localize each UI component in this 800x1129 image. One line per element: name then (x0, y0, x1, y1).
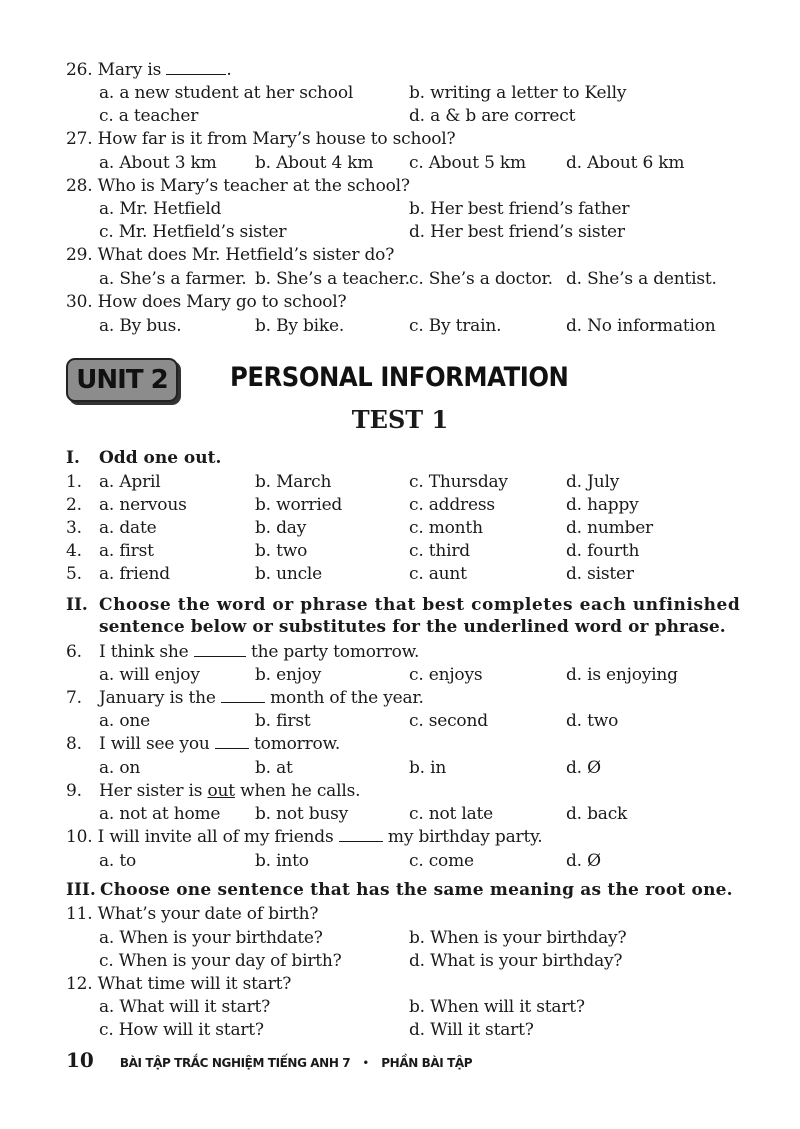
option: c. How will it start? (99, 1020, 264, 1040)
section-3-label: III. (66, 880, 96, 900)
book-title: BÀI TẬP TRẮC NGHIỆM TIẾNG ANH 7 (119, 1056, 351, 1070)
option: b. first (255, 711, 311, 731)
option: c. She’s a doctor. (409, 269, 553, 289)
option: c. enjoys (409, 665, 483, 685)
question-number: 8. (66, 734, 82, 754)
option: d. Ø (566, 758, 601, 778)
option: d. Will it start? (409, 1020, 534, 1040)
answer-blank (339, 827, 383, 842)
question-6 (66, 641, 419, 663)
test-title: TEST 1 (351, 405, 449, 434)
answer-blank (221, 688, 265, 703)
question-stem-end: the party tomorrow. (245, 642, 420, 662)
option: d. is enjoying (566, 665, 678, 685)
option: d. No information (566, 316, 716, 336)
option: b. at (255, 758, 293, 778)
option: a. Mr. Hetfield (99, 199, 222, 219)
question-number: 29. (66, 245, 93, 265)
question-stem: I will see you (99, 734, 215, 754)
row-number: 3. (66, 518, 82, 538)
row-number: 5. (66, 564, 82, 584)
option: d. What is your birthday? (409, 951, 623, 971)
unit-title: PERSONAL INFORMATION (230, 362, 569, 393)
option: a. date (99, 518, 157, 538)
option: a. friend (99, 564, 170, 584)
option: c. aunt (409, 564, 467, 584)
book-part: PHẦN BÀI TẬP (381, 1056, 473, 1070)
option: d. back (566, 804, 628, 824)
option: c. third (409, 541, 470, 561)
section-2-title-line2: sentence below or substitutes for the underlined word or phrase. (99, 617, 726, 637)
option: b. About 4 km (255, 153, 374, 173)
question-12 (66, 973, 291, 995)
option: b. enjoy (255, 665, 322, 685)
question-stem-end: month of the year. (264, 688, 424, 708)
question-stem: January is the (99, 688, 221, 708)
section-3-title: Choose one sentence that has the same meaning as the root one. (100, 880, 733, 900)
question-stem: Mary is (97, 60, 167, 80)
answer-blank (215, 734, 249, 749)
row-number: 4. (66, 541, 82, 561)
section-2-title-line1: Choose the word or phrase that best completes each unfinished (99, 595, 741, 615)
question-number: 30. (66, 292, 93, 312)
question-stem-end: my birthday party. (382, 827, 543, 847)
question-8 (66, 733, 340, 755)
question-9 (66, 780, 360, 802)
option: d. sister (566, 564, 634, 584)
question-stem: What’s your date of birth? (97, 904, 319, 924)
row-number: 1. (66, 472, 82, 492)
option: c. a teacher (99, 106, 199, 126)
question-26 (66, 59, 232, 81)
question-30 (66, 291, 346, 313)
option: b. writing a letter to Kelly (409, 83, 627, 103)
question-11 (66, 903, 318, 925)
option: d. July (566, 472, 620, 492)
question-stem: How far is it from Mary’s house to school? (97, 129, 456, 149)
option: a. on (99, 758, 141, 778)
option: c. By train. (409, 316, 502, 336)
option: a. What will it start? (99, 997, 271, 1017)
option: c. address (409, 495, 495, 515)
question-stem: Who is Mary’s teacher at the school? (97, 176, 410, 196)
question-number: 9. (66, 781, 82, 801)
option: c. Thursday (409, 472, 508, 492)
question-stem: What time will it start? (97, 974, 292, 994)
option: c. month (409, 518, 483, 538)
option: d. a & b are correct (409, 106, 576, 126)
option: d. Ø (566, 851, 601, 871)
page-number: 10 (66, 1048, 94, 1072)
option: b. two (255, 541, 308, 561)
option: d. two (566, 711, 619, 731)
section-1-title: Odd one out. (99, 448, 222, 468)
answer-blank (194, 642, 246, 657)
question-number: 12. (66, 974, 93, 994)
option: a. April (99, 472, 161, 492)
option: d. happy (566, 495, 639, 515)
option: c. About 5 km (409, 153, 526, 173)
option: d. Her best friend’s sister (409, 222, 625, 242)
option: b. March (255, 472, 332, 492)
question-number: 27. (66, 129, 93, 149)
option: a. When is your birthdate? (99, 928, 323, 948)
option: b. When is your birthday? (409, 928, 627, 948)
question-10 (66, 826, 542, 848)
question-stem: I will invite all of my friends (97, 827, 339, 847)
question-stem: I think she (99, 642, 194, 662)
section-2-label: II. (66, 595, 88, 615)
question-number: 10. (66, 827, 93, 847)
option: a. She’s a farmer. (99, 269, 247, 289)
option: b. worried (255, 495, 343, 515)
answer-blank (166, 60, 226, 75)
bullet-icon: • (362, 1056, 370, 1070)
option: a. About 3 km (99, 153, 217, 173)
question-number: 11. (66, 904, 93, 924)
option: b. She’s a teacher. (255, 269, 410, 289)
question-stem: What does Mr. Hetfield’s sister do? (97, 245, 395, 265)
question-28 (66, 175, 410, 197)
option: b. uncle (255, 564, 323, 584)
option: a. a new student at her school (99, 83, 354, 103)
question-number: 28. (66, 176, 93, 196)
option: b. into (255, 851, 309, 871)
question-number: 26. (66, 60, 93, 80)
option: a. one (99, 711, 150, 731)
option: d. number (566, 518, 653, 538)
question-number: 7. (66, 688, 82, 708)
option: d. fourth (566, 541, 640, 561)
option: b. day (255, 518, 307, 538)
underlined-word: out (207, 781, 235, 801)
question-stem: Her sister is (99, 781, 208, 801)
option: b. By bike. (255, 316, 345, 336)
question-stem-end: tomorrow. (248, 734, 341, 754)
option: a. By bus. (99, 316, 182, 336)
option: d. She’s a dentist. (566, 269, 717, 289)
option: a. will enjoy (99, 665, 200, 685)
option: c. Mr. Hetfield’s sister (99, 222, 287, 242)
option: a. nervous (99, 495, 187, 515)
option: b. Her best friend’s father (409, 199, 630, 219)
page-footer (66, 1048, 472, 1072)
unit-badge: UNIT 2 (66, 358, 178, 402)
option: b. not busy (255, 804, 349, 824)
option: c. second (409, 711, 488, 731)
question-stem-end: . (226, 60, 232, 80)
option: a. first (99, 541, 154, 561)
option: c. When is your day of birth? (99, 951, 342, 971)
row-number: 2. (66, 495, 82, 515)
section-1-label: I. (66, 448, 80, 468)
option: a. not at home (99, 804, 221, 824)
question-stem: How does Mary go to school? (97, 292, 347, 312)
option: b. in (409, 758, 447, 778)
option: b. When will it start? (409, 997, 585, 1017)
option: a. to (99, 851, 137, 871)
option: d. About 6 km (566, 153, 685, 173)
option: c. not late (409, 804, 494, 824)
question-stem-end: when he calls. (234, 781, 361, 801)
question-number: 6. (66, 642, 82, 662)
option: c. come (409, 851, 474, 871)
question-27 (66, 128, 455, 150)
question-7 (66, 687, 424, 709)
question-29 (66, 244, 394, 266)
